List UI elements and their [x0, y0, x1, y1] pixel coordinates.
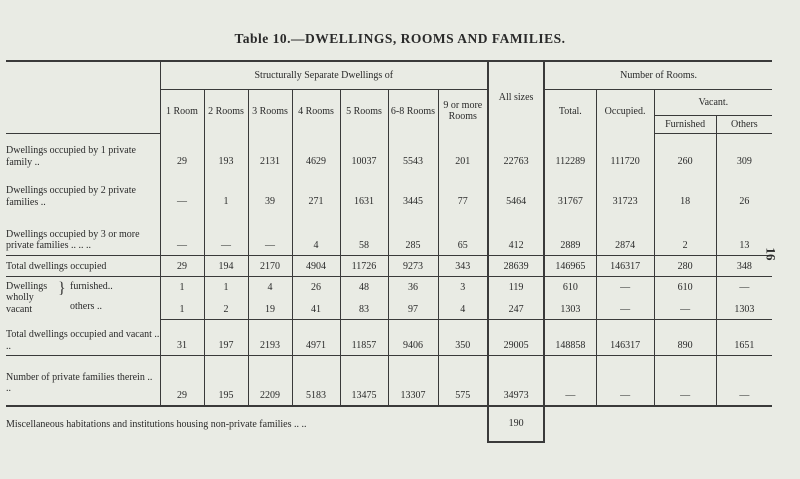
table-cell: 119	[488, 276, 544, 297]
table-row	[6, 133, 772, 171]
table-cell: 11857	[340, 320, 388, 356]
table-row	[6, 356, 772, 406]
table-cell: 195	[204, 356, 248, 406]
table-cell: 4971	[292, 320, 340, 356]
row-label: Dwellings occupied by 1 private family ..	[6, 145, 136, 168]
table-cell: 610	[562, 281, 578, 293]
col-all-sizes: All sizes	[488, 61, 544, 133]
table-cell: 146317	[596, 320, 654, 356]
table-cell: 77	[438, 171, 488, 211]
table-cell: 18	[654, 171, 716, 211]
table-cell: —	[654, 356, 716, 406]
footer-value: 190	[488, 406, 544, 442]
table-cell: 280	[654, 255, 716, 276]
table-cell: 1	[204, 276, 248, 297]
col-1-room: 1 Room	[160, 89, 204, 133]
dwellings-table	[6, 60, 772, 443]
table-cell: 4	[292, 211, 340, 255]
col-others: Others	[716, 115, 772, 133]
vacant-group-header: Vacant.	[654, 89, 772, 115]
col-5-rooms: 5 Rooms	[340, 89, 388, 133]
table-cell: —	[654, 297, 716, 320]
row-label: Total dwellings occupied and vacant .. ..	[6, 320, 160, 356]
table-cell: 97	[388, 297, 438, 320]
table-cell: 5183	[292, 356, 340, 406]
col-3-rooms: 3 Rooms	[248, 89, 292, 133]
col-2-rooms: 2 Rooms	[204, 89, 248, 133]
table-cell: 610	[654, 276, 716, 297]
table-cell: 9273	[388, 255, 438, 276]
table-cell: 13475	[340, 356, 388, 406]
table-cell: 29	[160, 133, 204, 171]
table-cell: 193	[204, 133, 248, 171]
table-cell: 9406	[388, 320, 438, 356]
table-cell: 112289	[555, 156, 586, 167]
table-cell: —	[596, 276, 654, 297]
header-blank	[6, 61, 160, 89]
table-cell: 13	[716, 211, 772, 255]
table-cell: 3	[438, 276, 488, 297]
row-label: Total dwellings occupied	[6, 255, 160, 276]
table-cell: 39	[248, 171, 292, 211]
table-cell: —	[596, 297, 654, 320]
table-cell: 348	[716, 255, 772, 276]
table-cell: 201	[438, 133, 488, 171]
table-cell: 4904	[292, 255, 340, 276]
footer-row	[6, 406, 772, 442]
table-cell: 22763	[488, 133, 544, 171]
col-occupied: Occupied.	[596, 89, 654, 133]
table-cell: 11726	[340, 255, 388, 276]
table-row	[6, 255, 772, 276]
rooms-group-header: Number of Rooms.	[544, 61, 772, 89]
table-cell: 26	[292, 276, 340, 297]
col-furnished: Furnished	[654, 115, 716, 133]
table-cell: 890	[654, 320, 716, 356]
table-cell: 4	[248, 276, 292, 297]
table-title: Table 10.—DWELLINGS, ROOMS AND FAMILIES.	[234, 31, 566, 46]
table-cell: 2131	[248, 133, 292, 171]
table-cell: 34973	[488, 356, 544, 406]
col-total: Total.	[544, 89, 596, 133]
table-row	[6, 211, 772, 255]
table-cell: 31723	[596, 171, 654, 211]
table-cell: —	[716, 276, 772, 297]
row-label: Dwellings occupied by 3 or more private families .. .. ..	[6, 211, 160, 255]
table-cell: 2209	[248, 356, 292, 406]
row-label: others ..	[70, 300, 102, 312]
table-cell: 146965	[544, 255, 596, 276]
col-6-8-rooms: 6-8 Rooms	[388, 89, 438, 133]
row-label: furnished..	[70, 280, 113, 292]
table-cell: 29005	[488, 320, 544, 356]
table-cell: 285	[388, 211, 438, 255]
table-cell: 13307	[388, 356, 438, 406]
table-cell: 5464	[488, 171, 544, 211]
table-cell: —	[248, 211, 292, 255]
row-label: Number of private families therein .. ..	[6, 371, 153, 394]
table-cell: 10037	[340, 133, 388, 171]
table-cell: 575	[438, 356, 488, 406]
table-cell: 350	[438, 320, 488, 356]
table-cell: 31767	[557, 196, 583, 207]
table-cell: 5543	[388, 133, 438, 171]
table-cell: 309	[716, 133, 772, 171]
table-cell: 2874	[596, 211, 654, 255]
table-cell: 1	[160, 297, 204, 320]
table-cell: —	[160, 171, 204, 211]
table-cell: —	[565, 389, 576, 401]
table-cell: 2	[654, 211, 716, 255]
table-cell: 2	[204, 297, 248, 320]
col-4-rooms: 4 Rooms	[292, 89, 340, 133]
page-number: 16	[763, 247, 779, 261]
table-cell: —	[160, 211, 204, 255]
table-cell: 1303	[716, 297, 772, 320]
table-cell: 41	[292, 297, 340, 320]
table-cell: 194	[204, 255, 248, 276]
table-cell: 271	[292, 171, 340, 211]
table-cell: 29	[160, 356, 204, 406]
table-cell: 19	[248, 297, 292, 320]
table-cell: 3445	[388, 171, 438, 211]
table-cell: 1303	[544, 297, 596, 320]
table-cell: 1	[160, 276, 204, 297]
table-row	[6, 320, 772, 356]
table-cell: —	[204, 211, 248, 255]
table-cell: 65	[438, 211, 488, 255]
table-row	[6, 276, 772, 297]
table-cell: 247	[488, 297, 544, 320]
table-cell: —	[716, 356, 772, 406]
structural-group-header: Structurally Separate Dwellings of	[160, 61, 488, 89]
table-cell: 31	[160, 320, 204, 356]
vacant-label: Dwellings wholly vacant	[6, 280, 48, 315]
row-label: Dwellings occupied by 2 private families ..	[6, 185, 136, 208]
table-cell: 1651	[716, 320, 772, 356]
table-cell: 2889	[544, 211, 596, 255]
table-cell: 2193	[248, 320, 292, 356]
table-cell: 83	[340, 297, 388, 320]
table-cell: 29	[160, 255, 204, 276]
table-cell: 148858	[544, 320, 596, 356]
table-cell: 412	[488, 211, 544, 255]
table-cell: 28639	[488, 255, 544, 276]
table-cell: 26	[716, 171, 772, 211]
table-row	[6, 171, 772, 211]
table-cell: 2170	[248, 255, 292, 276]
table-cell: 48	[340, 276, 388, 297]
brace-symbol: }	[58, 279, 66, 297]
table-cell: —	[596, 356, 654, 406]
table-cell: 343	[438, 255, 488, 276]
table-cell: 58	[340, 211, 388, 255]
footer-label: Miscellaneous habitations and institutions housing non-private families .. ..	[6, 406, 488, 442]
table-cell: 1	[204, 171, 248, 211]
table-cell: 4	[438, 297, 488, 320]
table-cell: 111720	[596, 133, 654, 171]
col-9-more-rooms: 9 or more Rooms	[438, 89, 488, 133]
table-cell: 197	[204, 320, 248, 356]
table-cell: 260	[654, 133, 716, 171]
table-cell: 4629	[292, 133, 340, 171]
table-cell: 146317	[596, 255, 654, 276]
table-cell: 36	[388, 276, 438, 297]
table-cell: 1631	[340, 171, 388, 211]
